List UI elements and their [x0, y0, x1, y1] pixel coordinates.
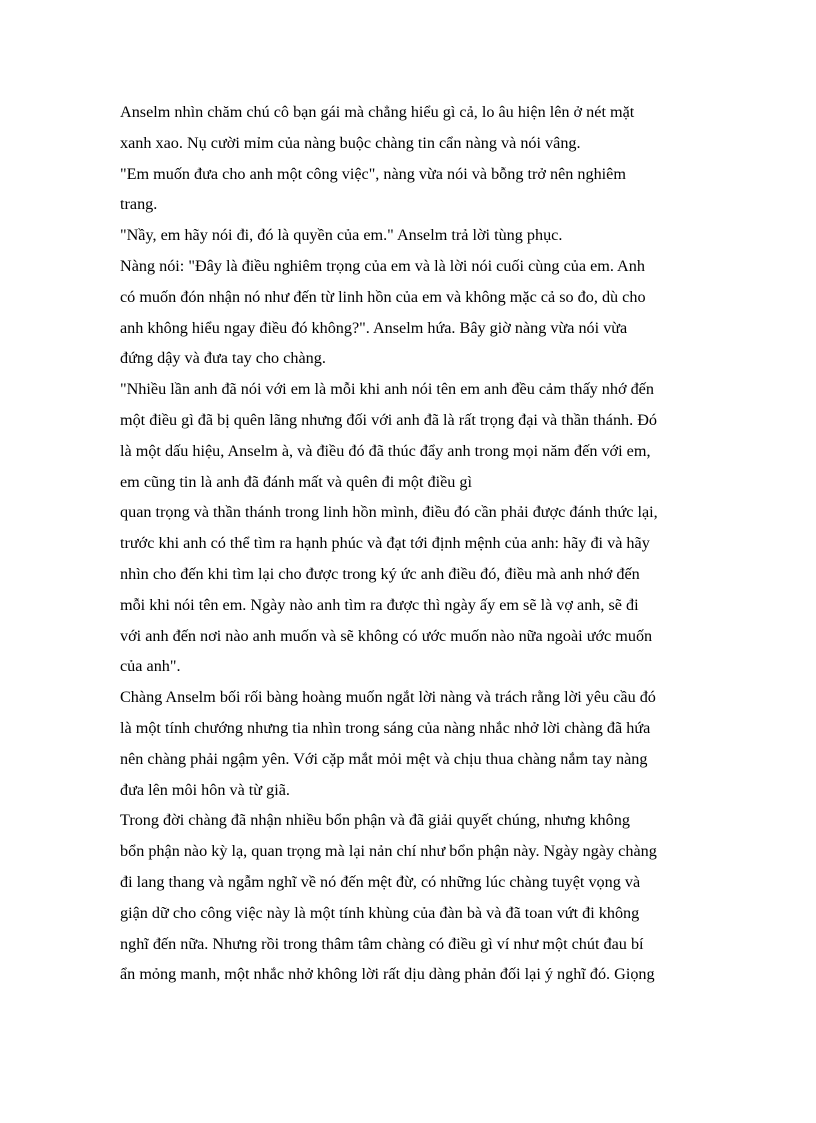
text-line: nên chàng phải ngậm yên. Với cặp mắt mỏi mệt và chịu thua chàng nắm tay nàng [120, 749, 648, 768]
text-line: của anh". [120, 657, 181, 676]
text-line: xanh xao. Nụ cười mỉm của nàng buộc chàng tin cẩn nàng và nói vâng. [120, 133, 581, 152]
text-line: đưa lên môi hôn và từ giã. [120, 780, 290, 799]
text-line: "Em muốn đưa cho anh một công việc", nàng vừa nói và bỗng trở nên nghiêm [120, 164, 626, 183]
text-line: trang. [120, 195, 158, 214]
text-line: Chàng Anselm bối rối bàng hoàng muốn ngắt lời nàng và trách rằng lời yêu cầu đó [120, 688, 656, 707]
text-line: là một dấu hiệu, Anselm à, và điều đó đã thúc đẩy anh trong mọi năm đến với em, [120, 441, 651, 460]
text-line: mỗi khi nói tên em. Ngày nào anh tìm ra được thì ngày ấy em sẽ là vợ anh, sẽ đi [120, 595, 639, 614]
text-line: bổn phận nào kỳ lạ, quan trọng mà lại nản chí như bổn phận này. Ngày ngày chàng [120, 842, 657, 861]
text-line: Trong đời chàng đã nhận nhiều bổn phận và đã giải quyết chúng, nhưng không [120, 811, 630, 830]
text-line: giận dữ cho công việc này là một tính khùng của đàn bà và đã toan vứt đi không [120, 903, 640, 922]
text-line: Nàng nói: "Đây là điều nghiêm trọng của em và là lời nói cuối cùng của em. Anh [120, 256, 645, 275]
text-line: em cũng tin là anh đã đánh mất và quên đi một điều gì [120, 472, 472, 491]
text-line: nhìn cho đến khi tìm lại cho được trong ký ức anh điều đó, điều mà anh nhớ đến [120, 564, 640, 583]
text-line: một điều gì đã bị quên lãng nhưng đối với anh đã là rất trọng đại và thần thánh. Đó [120, 410, 658, 429]
text-line: trước khi anh có thể tìm ra hạnh phúc và đạt tới định mệnh của anh: hãy đi và hãy [120, 534, 650, 553]
document-body [120, 97, 710, 990]
text-line: có muốn đón nhận nó như đến từ linh hồn của em và không mặc cả so đo, dù cho [120, 287, 646, 306]
text-line: ẩn mỏng manh, một nhắc nhở không lời rất dịu dàng phản đối lại ý nghĩ đó. Giọng [120, 965, 655, 984]
text-line: đi lang thang và ngẫm nghĩ về nó đến mệt đừ, có những lúc chàng tuyệt vọng và [120, 872, 641, 891]
text-line: đứng dậy và đưa tay cho chàng. [120, 349, 326, 368]
text-line: Anselm nhìn chăm chú cô bạn gái mà chẳng hiểu gì cả, lo âu hiện lên ở nét mặt [120, 103, 635, 121]
text-line: nghĩ đến nữa. Nhưng rồi trong thâm tâm chàng có điều gì ví như một chút đau bí [120, 934, 644, 953]
text-line: anh không hiểu ngay điều đó không?". Anselm hứa. Bây giờ nàng vừa nói vừa [120, 318, 628, 337]
text-line: là một tính chướng nhưng tia nhìn trong sáng của nàng nhắc nhở lời chàng đã hứa [120, 718, 651, 737]
text-line: "Nhiều lần anh đã nói với em là mỗi khi anh nói tên em anh đều cảm thấy nhớ đến [120, 380, 654, 399]
text-line: quan trọng và thần thánh trong linh hồn mình, điều đó cần phải được đánh thức lại, [120, 503, 658, 522]
text-line: với anh đến nơi nào anh muốn và sẽ không có ước muốn nào nữa ngoài ước muốn [120, 626, 653, 645]
text-line: "Nầy, em hãy nói đi, đó là quyền của em." Anselm trả lời tùng phục. [120, 226, 563, 245]
